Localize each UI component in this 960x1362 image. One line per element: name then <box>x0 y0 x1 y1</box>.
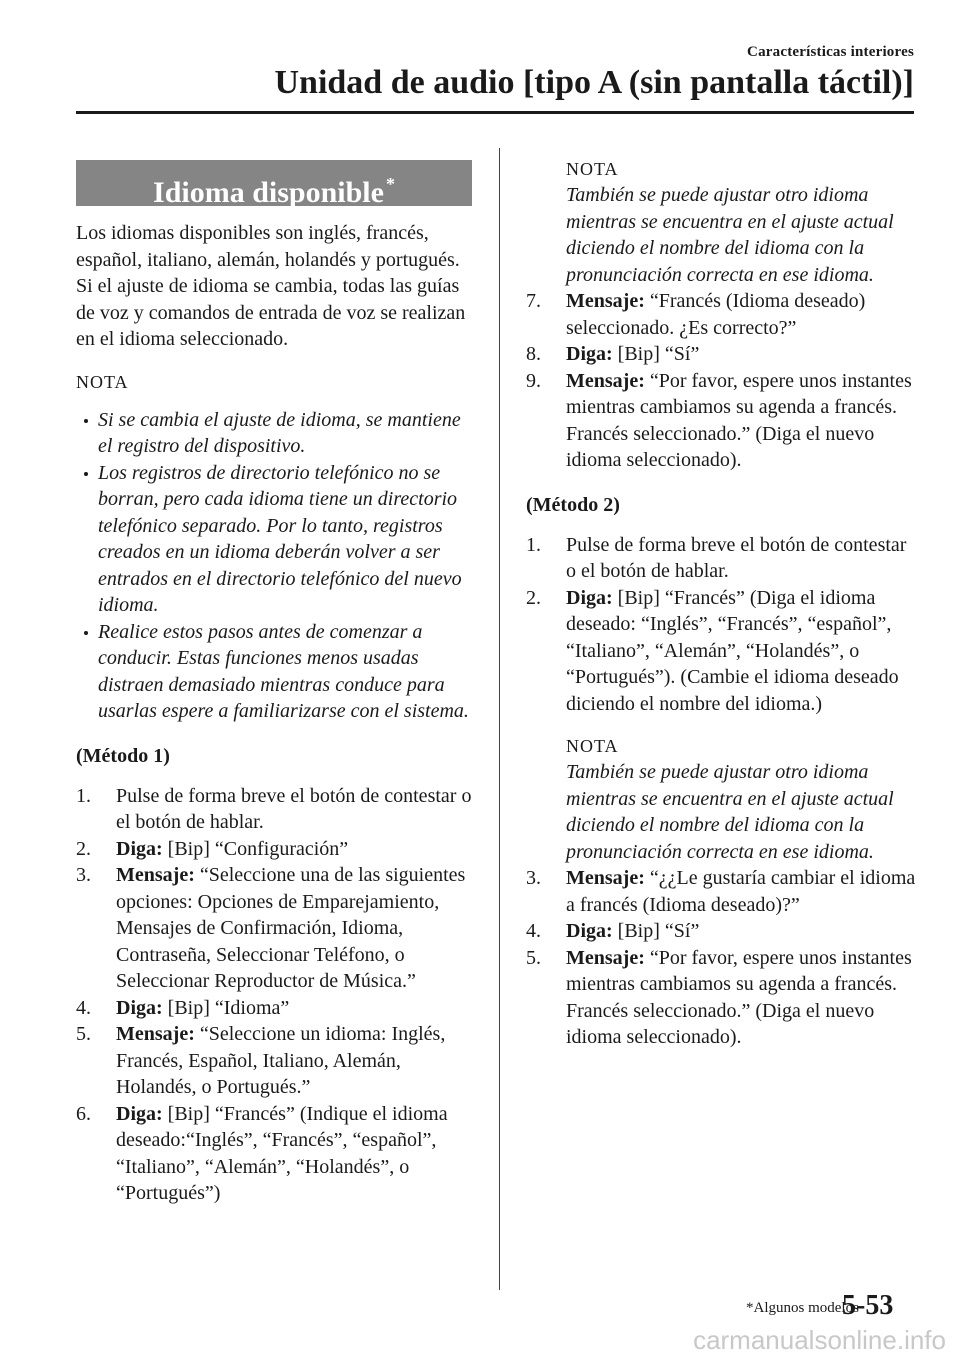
right-column <box>526 156 918 1051</box>
nota-label: NOTA <box>566 736 619 756</box>
step-label: Diga: <box>116 996 163 1019</box>
step-number: 4. <box>76 996 91 1019</box>
step-label: Mensaje: <box>116 864 195 886</box>
step-number: 1. <box>526 533 541 556</box>
step-text: [Bip] “Sí” <box>617 920 700 942</box>
footnote: *Algunos modelos <box>746 1300 859 1316</box>
step-number: 5. <box>76 1023 91 1045</box>
step-number: 3. <box>526 867 541 889</box>
step-number: 5. <box>526 946 541 969</box>
method-2-heading: (Método 2) <box>526 493 620 516</box>
watermark: carmanualsonline.info <box>693 1325 946 1355</box>
step-text: “Seleccione un idioma: Inglés, Francés, Español, Italiano, Alemán, Holandés, o Portugués.” <box>116 1023 446 1098</box>
step-number: 4. <box>526 920 541 942</box>
page-number: 5-53 <box>842 1290 894 1321</box>
step-label: Mensaje: <box>566 369 645 392</box>
step-text: [Bip] “Sí” <box>617 343 700 365</box>
banner-title: Idioma disponible <box>153 176 384 209</box>
page-title: Unidad de audio [tipo A (sin pantalla táctil)] <box>274 64 914 101</box>
step-text: [Bip] “Francés” (Diga el idioma deseado: “Inglés”, “Francés”, “español”, “Italiano”, “Alemán”, “Holandés”, o “Portugués”). (Cambie el idioma deseado diciendo el nombre del idioma.) <box>566 586 899 715</box>
step-text: “¿¿Le gustaría cambiar el idioma a francés (Idioma deseado)?” <box>566 867 916 916</box>
step-text: “Francés (Idioma deseado) seleccionado. ¿Es correcto?” <box>566 290 866 339</box>
step-label: Mensaje: <box>566 290 645 312</box>
intro-paragraph: Los idiomas disponibles son inglés, francés, español, italiano, alemán, holandés y portugués. Si el ajuste de idioma se cambia, todas las guías de voz y comandos de entrada de voz se realizan en el idioma seleccionado. <box>76 222 466 350</box>
section-banner <box>76 160 472 209</box>
step-text: “Seleccione una de las siguientes opciones: Opciones de Emparejamiento, Mensajes de Confirmación, Idioma, Contraseña, Seleccionar Teléfono, o Seleccionar Reproductor de Música.” <box>116 864 466 992</box>
step-text: “Por favor, espere unos instantes mientras cambiamos su agenda a francés. Francés seleccionado.” (Diga el nuevo idioma seleccionado). <box>566 369 912 471</box>
step-label: Mensaje: <box>566 946 645 969</box>
nota-label: NOTA <box>76 371 129 392</box>
section-header: Características interiores <box>747 44 914 60</box>
step-item <box>526 918 918 945</box>
step-text: [Bip] “Francés” (Indique el idioma deseado:“Inglés”, “Francés”, “español”, “Italiano”, “Alemán”, “Holandés”, o “Portugués”) <box>116 1102 448 1204</box>
step-item <box>526 585 918 718</box>
banner-asterisk: * <box>385 174 395 194</box>
note-text: También se puede ajustar otro idioma mientras se encuentra en el ajuste actual diciendo el nombre del idioma con la pronunciación correcta en ese idioma. <box>566 761 894 863</box>
step-number: 9. <box>526 369 541 392</box>
step-number: 6. <box>76 1102 91 1125</box>
step-item <box>526 532 918 585</box>
header-rule <box>76 111 914 114</box>
note-bullet: Los registros de directorio telefónico no se borran, pero cada idioma tiene un directorio telefónico separado. Por lo tanto, registros creados en un idioma deberán volver a ser entrados en el directorio telefónico del nuevo idioma. <box>76 460 472 619</box>
step-item <box>76 995 472 1022</box>
step-number: 1. <box>76 784 91 807</box>
step-number: 7. <box>526 290 541 312</box>
note-bullet: Si se cambia el ajuste de idioma, se mantiene el registro del dispositivo. <box>76 407 472 460</box>
step-text: [Bip] “Configuración” <box>167 837 349 860</box>
step-label: Diga: <box>116 837 163 860</box>
step-number: 3. <box>76 864 91 886</box>
step-item <box>526 341 918 368</box>
step-item <box>76 862 472 995</box>
step-number: 2. <box>76 837 91 860</box>
step-text: Pulse de forma breve el botón de contestar o el botón de hablar. <box>566 533 907 582</box>
step-item <box>526 865 918 918</box>
note-bullet: Realice estos pasos antes de comenzar a conducir. Estas funciones menos usadas distraen demasiado mientras conduce para usarlas espere a familiarizarse con el sistema. <box>76 619 472 725</box>
step-number: 8. <box>526 343 541 365</box>
step-number: 2. <box>526 586 541 609</box>
step-item <box>76 1021 472 1101</box>
step-text: [Bip] “Idioma” <box>167 996 290 1019</box>
column-divider <box>499 148 500 1290</box>
step-item <box>526 288 918 341</box>
step-label: Diga: <box>566 343 613 365</box>
note-text: También se puede ajustar otro idioma mientras se encuentra en el ajuste actual diciendo el nombre del idioma con la pronunciación correcta en ese idioma. <box>566 184 894 286</box>
step-label: Diga: <box>566 586 613 609</box>
step-item <box>526 368 918 474</box>
method-1-heading: (Método 1) <box>76 744 170 767</box>
step-item <box>76 836 472 863</box>
step-label: Diga: <box>116 1102 163 1125</box>
step-label: Mensaje: <box>116 1023 195 1045</box>
step-label: Diga: <box>566 920 613 942</box>
left-column <box>76 160 472 1207</box>
step-item <box>526 945 918 1051</box>
step-text: Pulse de forma breve el botón de contestar o el botón de hablar. <box>116 784 472 833</box>
step-item <box>76 1101 472 1207</box>
note-block <box>526 156 918 288</box>
step-text: “Por favor, espere unos instantes mientras cambiamos su agenda a francés. Francés seleccionado.” (Diga el nuevo idioma seleccionado). <box>566 946 912 1048</box>
step-label: Mensaje: <box>566 867 645 889</box>
nota-label: NOTA <box>566 159 619 179</box>
step-item <box>76 783 472 836</box>
note-block <box>526 733 918 865</box>
